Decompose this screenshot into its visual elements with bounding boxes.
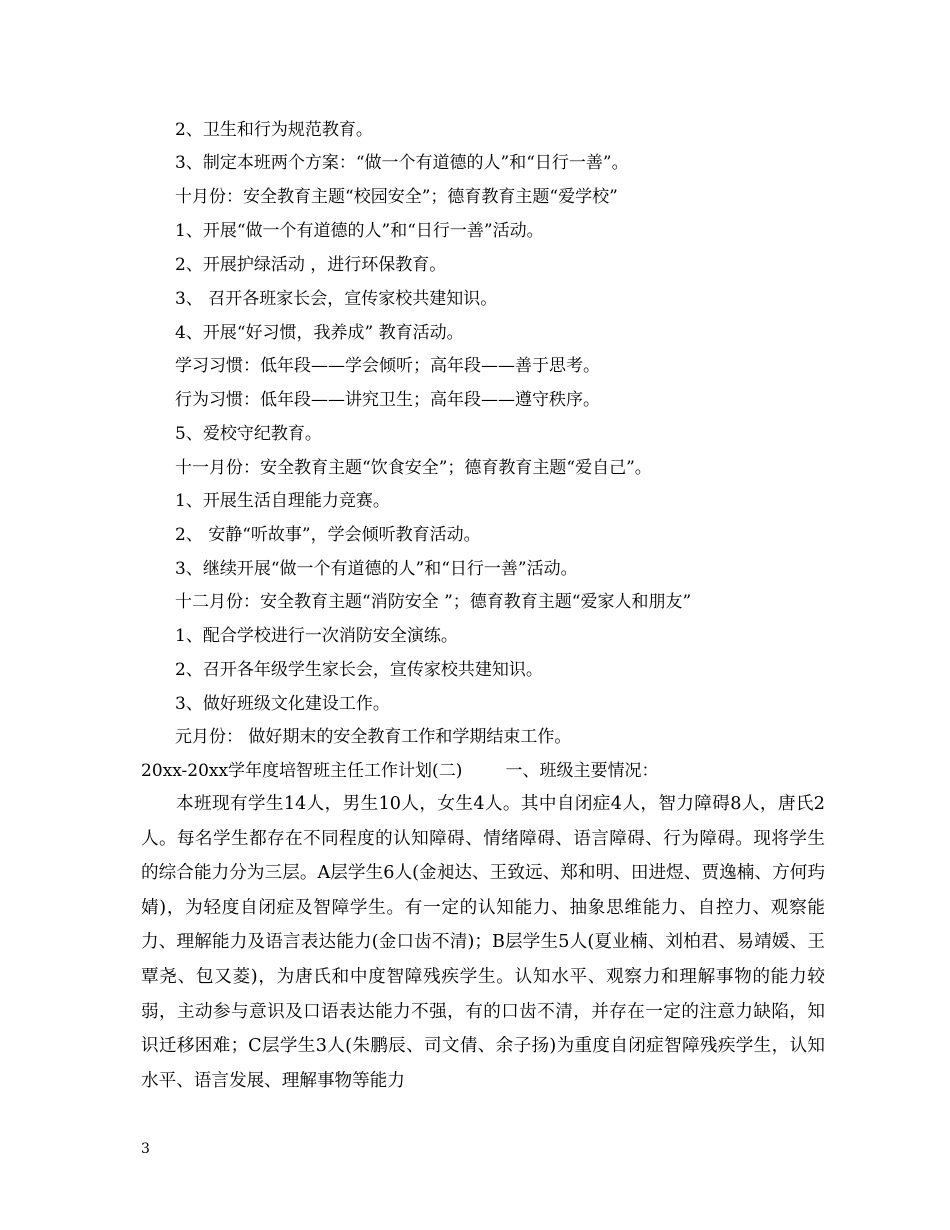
plan-line: 3、 召开各班家长会，宣传家校共建知识。 xyxy=(175,289,498,309)
plan-line: 2、卫生和行为规范教育。 xyxy=(175,120,373,140)
section-heading: 20xx-20xx学年度培智班主任工作计划(二) 一、班级主要情况： xyxy=(141,761,659,781)
plan-line: 行为习惯：低年段——讲究卫生；高年段——遵守秩序。 xyxy=(175,390,600,410)
month-heading: 元月份： 做好期末的安全教育工作和学期结束工作。 xyxy=(175,727,572,747)
page-number: 3 xyxy=(141,1141,150,1157)
month-heading: 十月份：安全教育主题“校园安全”；德育教育主题“爱学校” xyxy=(175,187,618,207)
month-heading: 十二月份：安全教育主题“消防安全 ”；德育教育主题“爱家人和朋友” xyxy=(175,592,692,612)
plan-line: 2、开展护绿活动 ，进行环保教育。 xyxy=(175,255,447,275)
plan-line: 2、召开各年级学生家长会，宣传家校共建知识。 xyxy=(175,660,543,680)
body-paragraph: 本班现有学生14人，男生10人，女生4人。其中自闭症4人，智力障碍8人，唐氏2人。每名学生都存在不同程度的认知障碍、情绪障碍、语言障碍、行为障碍。现将学生的综合能力分为三层。A层学生6人(金昶达、王致远、郑和明、田进煜、贾逸楠、方何玙婧)，为轻度自闭症及智障学生。有一定的认知能力、抽象思维能力、自控力、观察能力、理解能力及语言表达能力(金口齿不清)；B层学生5人(夏业楠、刘柏君、易靖媛、王覃尧、包又菱)，为唐氏和中度智障残疾学生。认知水平、观察力和理解事物的能力较弱，主动参与意识及口语表达能力不强，有的口齿不清，并存在一定的注意力缺陷，知识迁移困难；C层学生3人(朱鹏辰、司文倩、余子扬)为重度自闭症智障残疾学生，认知水平、语言发展、理解事物等能力 xyxy=(141,794,825,1091)
month-heading: 十一月份：安全教育主题“饮食安全”；德育教育主题“爱自己”。 xyxy=(175,458,652,478)
plan-line: 1、开展生活自理能力竞赛。 xyxy=(175,491,390,511)
plan-line: 1、开展“做一个有道德的人”和“日行一善”活动。 xyxy=(175,221,544,241)
plan-line: 5、爱校守纪教育。 xyxy=(175,424,322,444)
plan-line: 3、做好班级文化建设工作。 xyxy=(175,694,390,714)
plan-line: 4、开展“好习惯，我养成” 教育活动。 xyxy=(175,323,464,343)
plan-line: 1、配合学校进行一次消防安全演练。 xyxy=(175,626,458,646)
plan-line: 2、 安静“听故事”，学会倾听教育活动。 xyxy=(175,525,481,545)
plan-line: 3、继续开展“做一个有道德的人”和“日行一善”活动。 xyxy=(175,559,578,579)
plan-line: 学习习惯：低年段——学会倾听；高年段——善于思考。 xyxy=(175,356,600,376)
plan-line: 3、制定本班两个方案：“做一个有道德的人”和“日行一善”。 xyxy=(175,153,629,173)
